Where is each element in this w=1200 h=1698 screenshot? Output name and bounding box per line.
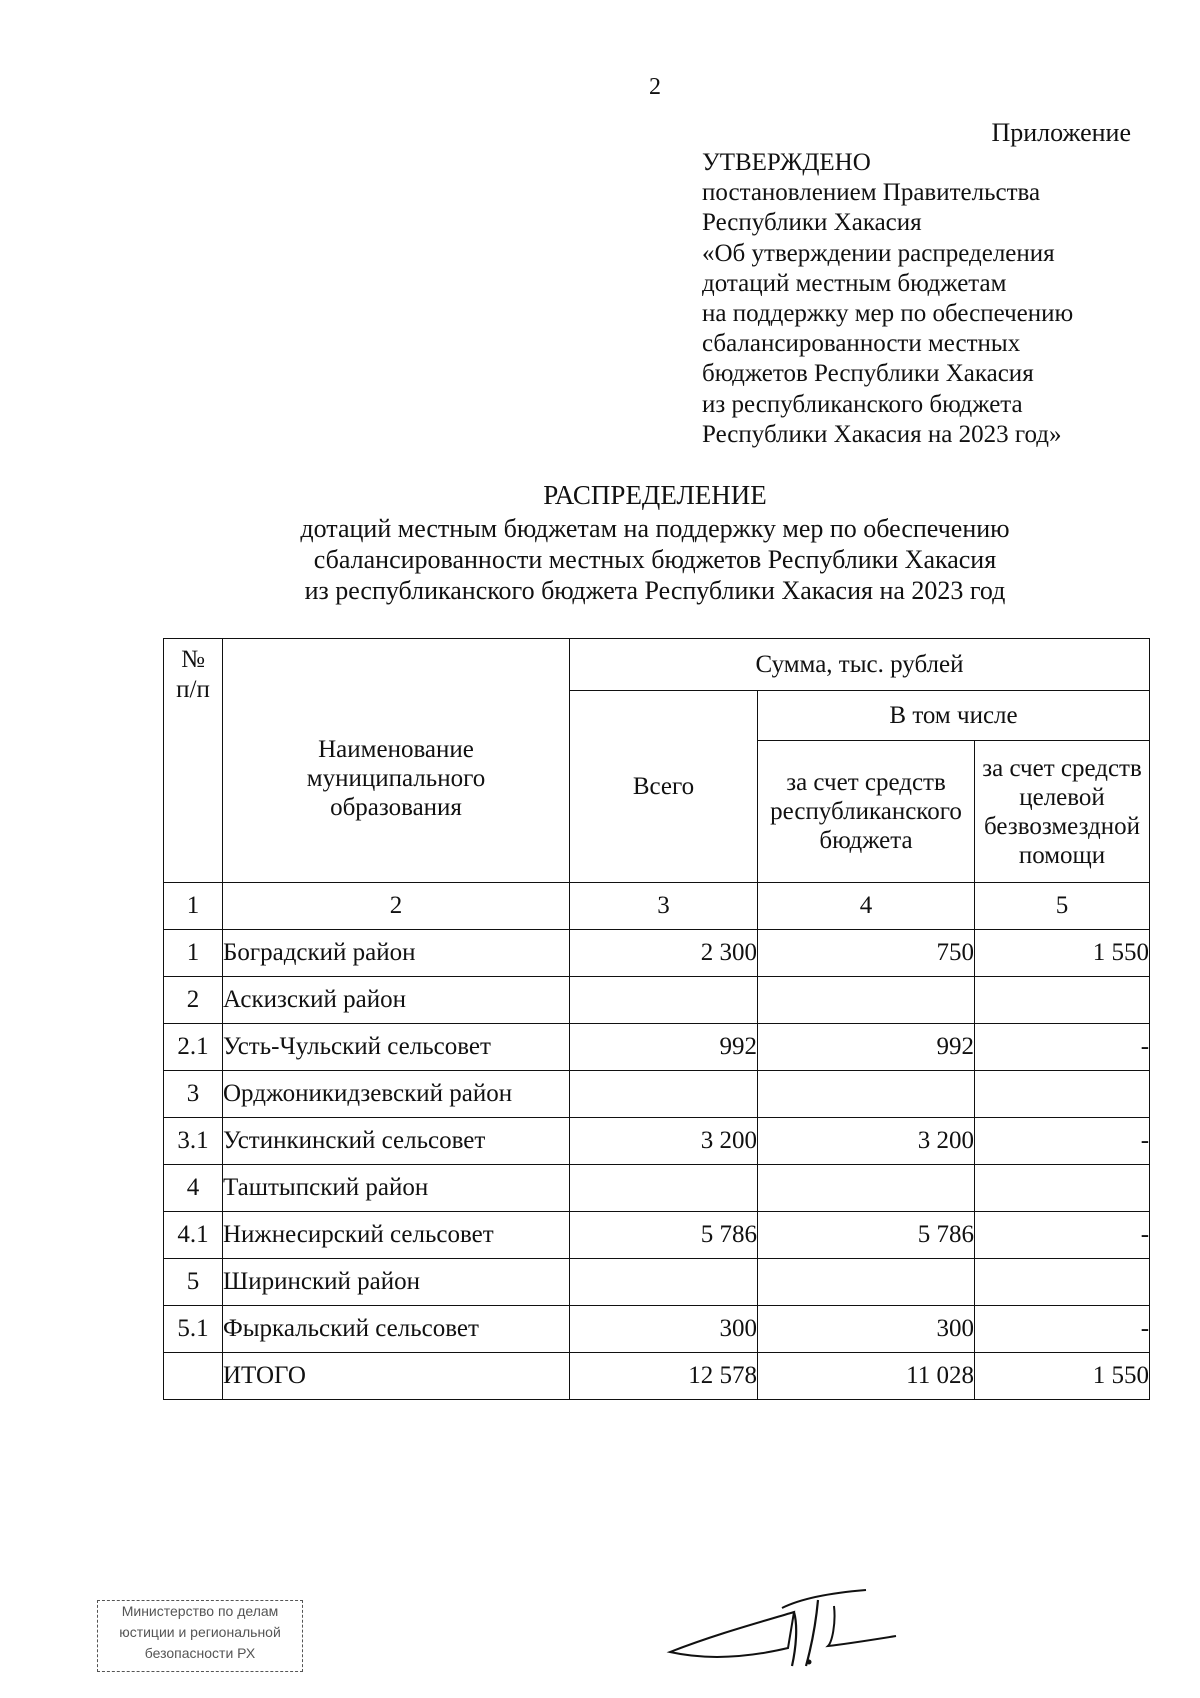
- row-number: 2.1: [164, 1024, 223, 1071]
- approval-block: [702, 148, 1073, 450]
- row-municipality: Нижнесирский сельсовет: [223, 1212, 570, 1259]
- document-title: [0, 480, 1200, 606]
- row-municipality: Устинкинский сельсовет: [223, 1118, 570, 1165]
- column-index: 1: [164, 883, 223, 930]
- column-index: 3: [570, 883, 758, 930]
- row-targeted-aid: [975, 1259, 1150, 1306]
- approval-line: Республики Хакасия: [702, 209, 922, 237]
- row-number: 4: [164, 1165, 223, 1212]
- row-number: [164, 1353, 223, 1400]
- row-total: [570, 977, 758, 1024]
- row-number: 2: [164, 977, 223, 1024]
- row-republican-budget: 5 786: [758, 1212, 975, 1259]
- row-municipality: Орджоникидзевский район: [223, 1071, 570, 1118]
- row-number: 3: [164, 1071, 223, 1118]
- row-republican-budget: 11 028: [758, 1353, 975, 1400]
- row-total: [570, 1071, 758, 1118]
- header-republican-budget: за счет средств республиканского бюджета: [758, 741, 975, 883]
- table-row: [164, 1071, 1150, 1118]
- column-index: 4: [758, 883, 975, 930]
- column-index: 2: [223, 883, 570, 930]
- table-row: [164, 1353, 1150, 1400]
- title-line: дотаций местным бюджетам на поддержку мер по обеспечению: [300, 514, 1010, 543]
- approval-line: Республики Хакасия на 2023 год»: [702, 420, 1062, 448]
- row-targeted-aid: 1 550: [975, 1353, 1150, 1400]
- approval-line: бюджетов Республики Хакасия: [702, 360, 1034, 388]
- title-line: из республиканского бюджета Республики Хакасия на 2023 год: [304, 576, 1006, 605]
- title-heading: РАСПРЕДЕЛЕНИЕ: [543, 480, 767, 510]
- table-row: [164, 1165, 1150, 1212]
- approval-heading: УТВЕРЖДЕНО: [702, 149, 871, 176]
- approval-line: из республиканского бюджета: [702, 390, 1023, 418]
- row-targeted-aid: -: [975, 1118, 1150, 1165]
- approval-line: постановлением Правительства: [702, 179, 1041, 207]
- header-total: Всего: [570, 691, 758, 883]
- row-municipality: Ширинский район: [223, 1259, 570, 1306]
- row-republican-budget: 3 200: [758, 1118, 975, 1165]
- row-municipality: Фыркальский сельсовет: [223, 1306, 570, 1353]
- column-index-row: [164, 883, 1150, 930]
- row-municipality: Аскизский район: [223, 977, 570, 1024]
- table-row: [164, 1259, 1150, 1306]
- header-sum: Сумма, тыс. рублей: [570, 639, 1150, 691]
- table-row: [164, 1306, 1150, 1353]
- row-total: [570, 1165, 758, 1212]
- row-republican-budget: [758, 1071, 975, 1118]
- row-total: [570, 1259, 758, 1306]
- row-total: 12 578: [570, 1353, 758, 1400]
- row-number: 3.1: [164, 1118, 223, 1165]
- appendix-label: Приложение: [991, 118, 1131, 147]
- header-number: № п/п: [164, 639, 223, 883]
- approval-line: сбалансированности местных: [702, 330, 1021, 358]
- row-number: 4.1: [164, 1212, 223, 1259]
- table-row: [164, 1118, 1150, 1165]
- distribution-table: [163, 638, 1150, 1400]
- row-municipality: Таштыпский район: [223, 1165, 570, 1212]
- row-republican-budget: [758, 977, 975, 1024]
- row-targeted-aid: [975, 1071, 1150, 1118]
- row-total: 5 786: [570, 1212, 758, 1259]
- row-total: 992: [570, 1024, 758, 1071]
- ministry-stamp: Министерство по делам юстиции и региональной безопасности РХ: [97, 1600, 303, 1672]
- row-republican-budget: 992: [758, 1024, 975, 1071]
- title-line: сбалансированности местных бюджетов Республики Хакасия: [313, 545, 997, 574]
- approval-line: «Об утверждении распределения: [702, 239, 1055, 267]
- row-total: 3 200: [570, 1118, 758, 1165]
- row-municipality: Усть-Чульский сельсовет: [223, 1024, 570, 1071]
- signature-icon: [666, 1586, 946, 1676]
- row-targeted-aid: -: [975, 1024, 1150, 1071]
- row-republican-budget: 750: [758, 930, 975, 977]
- row-targeted-aid: -: [975, 1306, 1150, 1353]
- row-total: 300: [570, 1306, 758, 1353]
- row-targeted-aid: 1 550: [975, 930, 1150, 977]
- table-row: [164, 977, 1150, 1024]
- page-number: 2: [649, 74, 661, 100]
- header-including: В том числе: [758, 691, 1150, 741]
- row-republican-budget: [758, 1259, 975, 1306]
- table-row: [164, 930, 1150, 977]
- row-number: 1: [164, 930, 223, 977]
- row-municipality: ИТОГО: [223, 1353, 570, 1400]
- row-total: 2 300: [570, 930, 758, 977]
- approval-line: на поддержку мер по обеспечению: [702, 300, 1074, 328]
- header-municipality: Наименование муниципального образования: [223, 639, 570, 883]
- table-row: [164, 1024, 1150, 1071]
- row-number: 5: [164, 1259, 223, 1306]
- row-targeted-aid: [975, 977, 1150, 1024]
- column-index: 5: [975, 883, 1150, 930]
- row-targeted-aid: -: [975, 1212, 1150, 1259]
- approval-line: дотаций местным бюджетам: [702, 269, 1007, 297]
- table-row: [164, 1212, 1150, 1259]
- row-republican-budget: [758, 1165, 975, 1212]
- row-municipality: Боградский район: [223, 930, 570, 977]
- row-republican-budget: 300: [758, 1306, 975, 1353]
- row-number: 5.1: [164, 1306, 223, 1353]
- header-targeted-aid: за счет средств целевой безвозмездной помощи: [975, 741, 1150, 883]
- row-targeted-aid: [975, 1165, 1150, 1212]
